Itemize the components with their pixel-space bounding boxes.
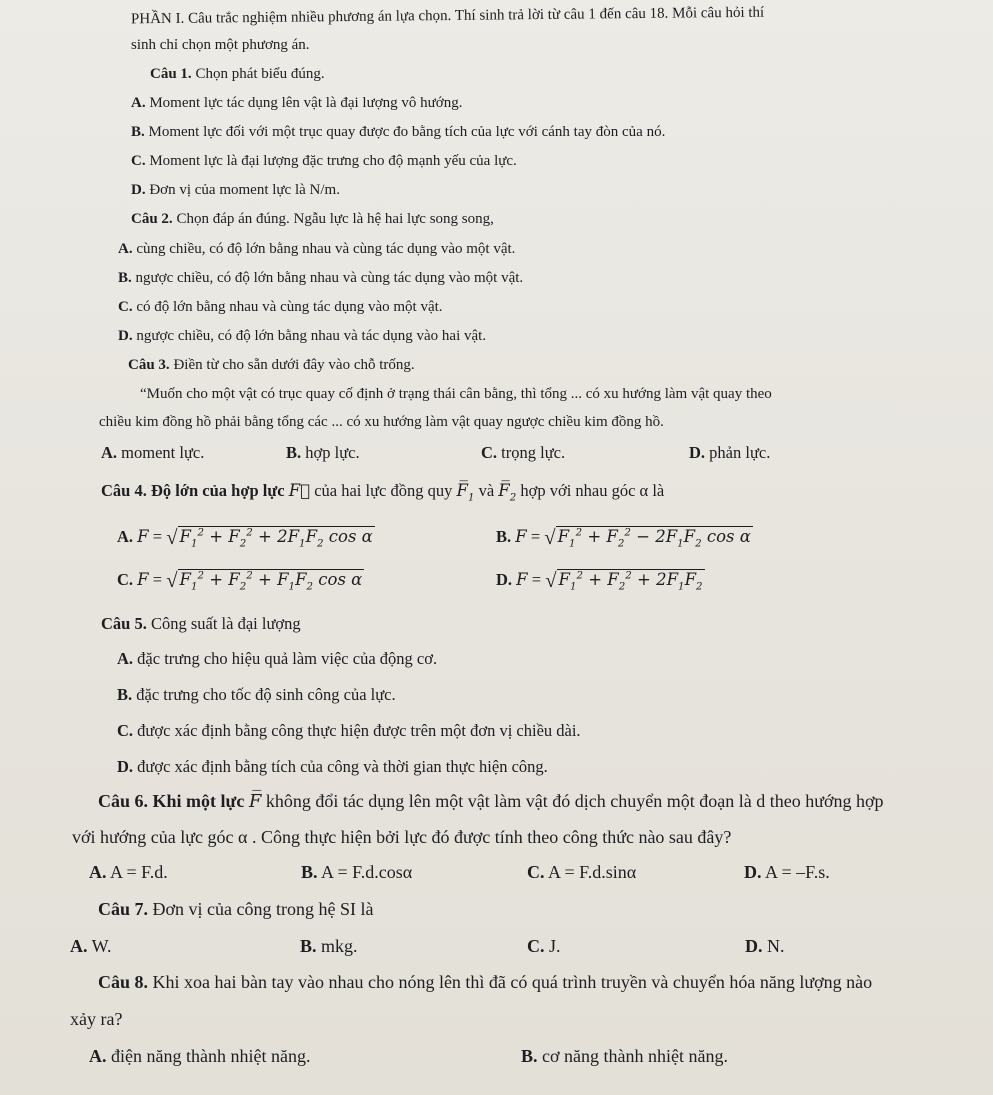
q5-option-a: A. đặc trưng cho hiệu quả làm việc của động cơ.: [117, 649, 438, 668]
q8-option-b: B. cơ năng thành nhiệt năng.: [521, 1046, 728, 1066]
vector-F: F̅: [248, 791, 262, 812]
q7-option-b: B. mkg.: [300, 936, 358, 956]
q2-option-b: B. ngược chiều, có độ lớn bằng nhau và cùng tác dụng vào một vật.: [118, 270, 524, 286]
q7-stem: Câu 7. Đơn vị của công trong hệ SI là: [98, 899, 374, 919]
q3-quote-line2: chiều kim đồng hồ phải bằng tổng các ... có xu hướng làm vật quay ngược chiều kim đồng hồ.: [99, 414, 664, 430]
q4-option-a: A. F = √ $F_1^2 + F_2^2 + 2F_1F_2$ cos α: [117, 527, 373, 550]
q7-option-a: A. W.: [70, 936, 112, 956]
q3-quote-line1: “Muốn cho một vật có trục quay cố định ở trạng thái cân bằng, thì tổng ... có xu hướng làm vật quay theo: [140, 386, 772, 402]
q5-stem: Câu 5. Công suất là đại lượng: [101, 614, 301, 633]
q3-option-b: B. hợp lực.: [286, 443, 360, 462]
vector-F2: $F̅_2$: [498, 481, 517, 504]
q6-option-b: B. A = F.d.cosα: [301, 862, 413, 882]
q4-stem: Câu 4. Độ lớn của hợp lực F⃗ của hai lực đồng quy $F̅_1$ và $F̅_2$ hợp với nhau góc α là: [101, 481, 665, 504]
q3-option-a: A. moment lực.: [101, 443, 205, 462]
q1-option-d: D. Đơn vị của moment lực là N/m.: [131, 182, 340, 198]
q1-option-c: C. Moment lực là đại lượng đặc trưng cho độ mạnh yếu của lực.: [131, 153, 517, 169]
q3-option-c: C. trọng lực.: [481, 443, 566, 462]
q5-option-c: C. được xác định bằng công thực hiện được trên một đơn vị chiều dài.: [117, 721, 581, 740]
q8-stem-line1: Câu 8. Khi xoa hai bàn tay vào nhau cho nóng lên thì đã có quá trình truyền và chuyển hóa năng lượng nào: [98, 972, 873, 992]
section-instructions-line2: sinh chỉ chọn một phương án.: [131, 37, 310, 53]
q4-stem-pre: Câu 4. Độ lớn của hợp lực: [101, 481, 289, 500]
q7-option-d: D. N.: [745, 936, 785, 956]
q5-option-d: D. được xác định bằng tích của công và thời gian thực hiện công.: [117, 757, 548, 776]
vector-F: F⃗: [288, 481, 311, 500]
q6-option-d: D. A = –F.s.: [744, 862, 830, 882]
q2-option-c: C. có độ lớn bằng nhau và cùng tác dụng vào một vật.: [118, 299, 443, 315]
q1-stem: Câu 1. Chọn phát biểu đúng.: [150, 66, 325, 82]
q8-option-a: A. điện năng thành nhiệt năng.: [89, 1046, 311, 1066]
q6-option-c: C. A = F.d.sinα: [527, 862, 637, 882]
q1-option-b: B. Moment lực đối với một trục quay được đo bằng tích của lực với cánh tay đòn của nó.: [131, 124, 666, 140]
q6-stem-line2: với hướng của lực góc α . Công thực hiện bởi lực đó được tính theo công thức nào sau đây?: [72, 827, 732, 847]
vector-F1: $F̅_1$: [456, 481, 475, 504]
q8-stem-line2: xảy ra?: [70, 1009, 123, 1029]
q2-option-d: D. ngược chiều, có độ lớn bằng nhau và tác dụng vào hai vật.: [118, 328, 487, 344]
q4-option-c: C. F = √ $F_1^2 + F_2^2 + F_1F_2$ cos α: [117, 570, 363, 593]
q2-option-a: A. cùng chiều, có độ lớn bằng nhau và cùng tác dụng vào một vật.: [118, 241, 516, 257]
q5-option-b: B. đặc trưng cho tốc độ sinh công của lực.: [117, 685, 396, 704]
q4-option-d: D. F = √ $F_1^2 + F_2^2 + 2F_1F_2$: [496, 570, 703, 593]
q4-option-b: B. F = √ $F_1^2 + F_2^2 - 2F_1F_2$ cos α: [496, 527, 751, 550]
section-instructions-line1: PHẦN I. Câu trắc nghiệm nhiều phương án lựa chọn. Thí sinh trả lời từ câu 1 đến câu 18. Mỗi câu hỏi thí: [130, 4, 765, 28]
q6-option-a: A. A = F.d.: [89, 862, 168, 882]
q3-option-d: D. phản lực.: [689, 443, 771, 462]
q7-option-c: C. J.: [527, 936, 561, 956]
q3-stem: Câu 3. Điền từ cho sẵn dưới đây vào chỗ trống.: [128, 357, 415, 373]
q6-stem-line1: Câu 6. Khi một lực F̅ không đổi tác dụng lên một vật làm vật đó dịch chuyển một đoạn là d theo hướng hợp: [98, 791, 884, 812]
q2-stem: Câu 2. Chọn đáp án đúng. Ngẫu lực là hệ hai lực song song,: [131, 211, 494, 227]
q1-option-a: A. Moment lực tác dụng lên vật là đại lượng vô hướng.: [131, 95, 463, 111]
